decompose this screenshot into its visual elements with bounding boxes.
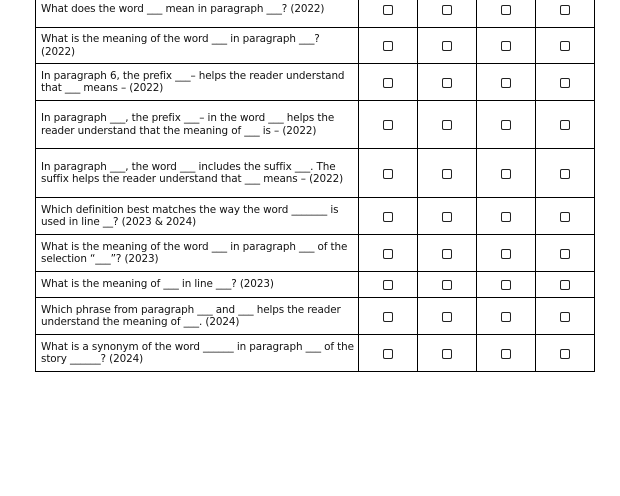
checkbox[interactable]: [442, 280, 452, 290]
checkbox-cell: [418, 272, 477, 298]
checkbox[interactable]: [560, 349, 570, 359]
question-checklist: [35, 0, 595, 372]
checkbox[interactable]: [442, 41, 452, 51]
checkbox[interactable]: [501, 280, 511, 290]
checkbox[interactable]: [442, 312, 452, 322]
checkbox[interactable]: [383, 120, 393, 130]
checkbox-cell: [418, 64, 477, 101]
checkbox[interactable]: [501, 41, 511, 51]
checkbox[interactable]: [442, 249, 452, 259]
table-row: [36, 0, 595, 28]
checkbox-cell: [418, 149, 477, 198]
table-row: [36, 272, 595, 298]
checkbox[interactable]: [560, 120, 570, 130]
checkbox[interactable]: [501, 78, 511, 88]
question-text: What is the meaning of ___ in line ___? (2023): [36, 272, 359, 298]
checkbox[interactable]: [383, 41, 393, 51]
checkbox[interactable]: [442, 349, 452, 359]
checkbox[interactable]: [560, 41, 570, 51]
checkbox[interactable]: [383, 169, 393, 179]
checkbox-cell: [536, 335, 595, 372]
checkbox-cell: [359, 0, 418, 28]
question-text: Which phrase from paragraph ___ and ___ helps the reader understand the meaning of ___. (2024): [36, 298, 359, 335]
checkbox-cell: [477, 149, 536, 198]
checkbox[interactable]: [383, 78, 393, 88]
checkbox-cell: [536, 101, 595, 149]
checkbox[interactable]: [501, 169, 511, 179]
checkbox[interactable]: [501, 212, 511, 222]
checkbox[interactable]: [442, 78, 452, 88]
checkbox-cell: [536, 198, 595, 235]
checkbox-cell: [359, 235, 418, 272]
checkbox-cell: [359, 149, 418, 198]
question-text: What does the word ___ mean in paragraph ___? (2022): [36, 0, 359, 28]
checkbox-cell: [477, 335, 536, 372]
checkbox-cell: [418, 0, 477, 28]
table-row: [36, 149, 595, 198]
checkbox-cell: [418, 335, 477, 372]
checkbox[interactable]: [560, 169, 570, 179]
checkbox-cell: [477, 64, 536, 101]
checkbox[interactable]: [442, 5, 452, 15]
checkbox-cell: [536, 298, 595, 335]
checkbox-cell: [418, 28, 477, 64]
checkbox-cell: [359, 64, 418, 101]
checkbox[interactable]: [442, 212, 452, 222]
question-table: [35, 0, 595, 372]
checkbox[interactable]: [501, 312, 511, 322]
table-row: [36, 101, 595, 149]
checkbox[interactable]: [501, 249, 511, 259]
checkbox[interactable]: [383, 5, 393, 15]
question-text: In paragraph ___, the prefix ___– in the word ___ helps the reader understand that the meaning of ___ is – (2022): [36, 101, 359, 149]
question-text: What is the meaning of the word ___ in paragraph ___ of the selection “___”? (2023): [36, 235, 359, 272]
checkbox[interactable]: [501, 5, 511, 15]
checkbox-cell: [359, 198, 418, 235]
question-text: In paragraph ___, the word ___ includes the suffix ___. The suffix helps the reader understand that ___ means – (2022): [36, 149, 359, 198]
table-row: [36, 28, 595, 64]
checkbox-cell: [477, 101, 536, 149]
checkbox[interactable]: [383, 212, 393, 222]
table-row: [36, 235, 595, 272]
checkbox[interactable]: [560, 5, 570, 15]
checkbox[interactable]: [501, 349, 511, 359]
checkbox-cell: [477, 298, 536, 335]
checkbox-cell: [359, 298, 418, 335]
checkbox-cell: [477, 198, 536, 235]
checkbox-cell: [477, 28, 536, 64]
checkbox-cell: [418, 198, 477, 235]
checkbox-cell: [477, 235, 536, 272]
checkbox-cell: [359, 335, 418, 372]
table-row: [36, 198, 595, 235]
question-text: In paragraph 6, the prefix ___– helps the reader understand that ___ means – (2022): [36, 64, 359, 101]
checkbox-cell: [418, 298, 477, 335]
checkbox-cell: [477, 0, 536, 28]
checkbox-cell: [536, 64, 595, 101]
checkbox[interactable]: [383, 312, 393, 322]
checkbox[interactable]: [560, 212, 570, 222]
question-text: Which definition best matches the way the word _______ is used in line __? (2023 & 2024): [36, 198, 359, 235]
question-text: What is the meaning of the word ___ in paragraph ___? (2022): [36, 28, 359, 64]
checkbox-cell: [536, 272, 595, 298]
checkbox[interactable]: [560, 78, 570, 88]
checkbox[interactable]: [442, 120, 452, 130]
checkbox[interactable]: [383, 280, 393, 290]
table-row: [36, 64, 595, 101]
checkbox[interactable]: [560, 280, 570, 290]
checkbox[interactable]: [383, 349, 393, 359]
checkbox-cell: [536, 235, 595, 272]
table-row: [36, 298, 595, 335]
question-text: What is a synonym of the word ______ in paragraph ___ of the story ______? (2024): [36, 335, 359, 372]
checkbox-cell: [359, 101, 418, 149]
checkbox-cell: [418, 235, 477, 272]
checkbox[interactable]: [442, 169, 452, 179]
checkbox[interactable]: [560, 312, 570, 322]
checkbox-cell: [536, 28, 595, 64]
checkbox-cell: [536, 0, 595, 28]
checkbox-cell: [477, 272, 536, 298]
checkbox-cell: [418, 101, 477, 149]
checkbox[interactable]: [501, 120, 511, 130]
checkbox-cell: [536, 149, 595, 198]
checkbox-cell: [359, 28, 418, 64]
checkbox-cell: [359, 272, 418, 298]
checkbox[interactable]: [383, 249, 393, 259]
checkbox[interactable]: [560, 249, 570, 259]
table-row: [36, 335, 595, 372]
